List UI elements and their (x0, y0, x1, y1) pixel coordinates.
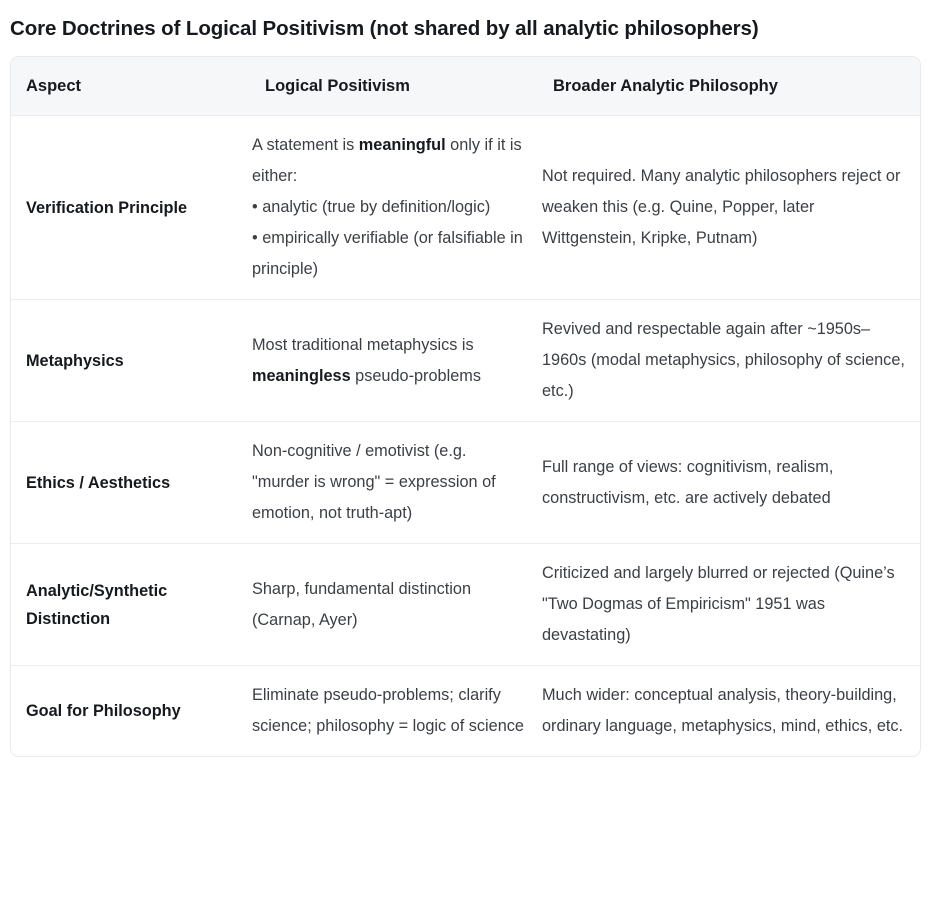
table-row (11, 116, 920, 300)
cell-logical-positivism: Non-cognitive / emotivist (e.g. "murder is wrong" = expression of emotion, not truth-apt) (251, 422, 539, 544)
table-row (11, 422, 920, 544)
column-header-broader-analytic-philosophy: Broader Analytic Philosophy (539, 57, 920, 116)
cell-broader-analytic-philosophy: Much wider: conceptual analysis, theory-building, ordinary language, metaphysics, mind, ethics, etc. (539, 666, 920, 757)
cell-logical-positivism: Eliminate pseudo-problems; clarify science; philosophy = logic of science (251, 666, 539, 757)
cell-aspect: Ethics / Aesthetics (11, 422, 251, 544)
cell-aspect: Analytic/Synthetic Distinction (11, 544, 251, 666)
cell-logical-positivism: A statement is meaningful only if it is either: • analytic (true by definition/logic) • empirically verifiable (or falsifiable in principle) (252, 136, 523, 278)
table-header (11, 57, 920, 116)
table-row (11, 300, 920, 422)
table-body (11, 116, 920, 757)
cell-broader-analytic-philosophy: Revived and respectable again after ~1950s–1960s (modal metaphysics, philosophy of science, etc.) (539, 300, 920, 422)
page-title: Core Doctrines of Logical Positivism (not shared by all analytic philosophers) (10, 17, 759, 40)
table-header-row (11, 57, 920, 116)
table-row (11, 544, 920, 666)
cell-logical-positivism: Most traditional metaphysics is meaningless pseudo-problems (251, 300, 539, 422)
cell-aspect: Goal for Philosophy (11, 666, 251, 757)
cell-broader-analytic-philosophy: Full range of views: cognitivism, realism, constructivism, etc. are actively debated (539, 422, 920, 544)
cell-broader-analytic-philosophy: Not required. Many analytic philosophers reject or weaken this (e.g. Quine, Popper, later Wittgenstein, Kripke, Putnam) (542, 167, 901, 247)
column-header-logical-positivism: Logical Positivism (251, 57, 539, 116)
doctrines-table (11, 57, 920, 756)
cell-aspect: Verification Principle (26, 198, 188, 217)
cell-aspect: Metaphysics (11, 300, 251, 422)
cell-broader-analytic-philosophy: Criticized and largely blurred or rejected (Quine’s "Two Dogmas of Empiricism" 1951 was devastating) (539, 544, 920, 666)
table-row (11, 666, 920, 757)
cell-logical-positivism: Sharp, fundamental distinction (Carnap, Ayer) (251, 544, 539, 666)
doctrines-table-container (10, 56, 921, 757)
column-header-aspect: Aspect (11, 57, 251, 116)
